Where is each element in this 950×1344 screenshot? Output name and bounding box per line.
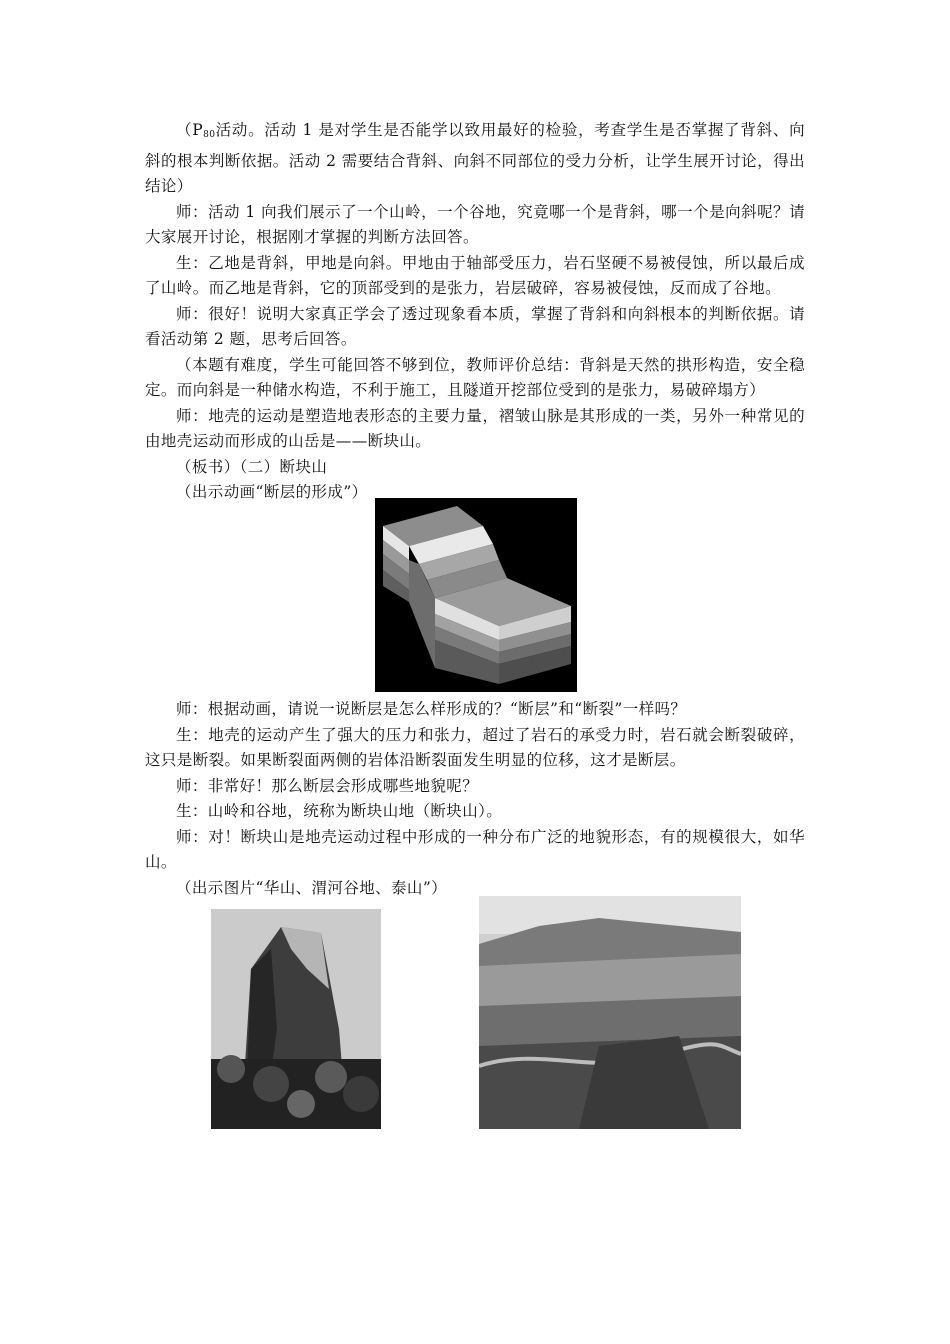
paragraph-student-landform: 生：山岭和谷地，统称为断块山地（断块山）。 bbox=[176, 802, 503, 820]
paragraph-teacher-ask-fault: 师：根据动画，请说一说断层是怎么样形成的？“断层”和“断裂”一样吗？ bbox=[176, 700, 687, 718]
paragraph-show-pictures: （出示图片“华山、渭河谷地、泰山”） bbox=[176, 878, 448, 897]
document-body bbox=[145, 118, 805, 506]
paragraph-teacher-intro: 师：地壳的运动是塑造地表形态的主要力量，褶皱山脉是其形成的一类，另外一种常见的由地壳运动而形成的山岳是——断块山。 bbox=[145, 406, 805, 450]
paragraph-activity-note: （$P_{80}$活动。活动 1 是对学生是否能学以致用最好的检验，考查学生是否掌握了背斜、向斜的根本判断依据。活动 2 需要结合背斜、向斜不同部位的受力分析，让学生展开讨论，得出结论） bbox=[145, 121, 805, 195]
paragraph-board-heading: （板书）（二）断块山 bbox=[176, 457, 328, 476]
paragraph-student-answer: 生：乙地是背斜，甲地是向斜。甲地由于轴部受压力，岩石坚硬不易被侵蚀，所以最后成了山岭。而乙地是背斜，它的顶部受到的是张力，岩层破碎，容易被侵蚀，反而成了谷地。 bbox=[145, 253, 805, 297]
paragraph-student-explain-fault: 生：地壳的运动产生了强大的压力和张力，超过了岩石的承受力时，岩石就会断裂破碎，这只是断裂。如果断裂面两侧的岩体沿断裂面发生明显的位移，这才是断层。 bbox=[145, 725, 805, 769]
paragraph-teacher-praise: 师：很好！说明大家真正学会了透过现象看本质，掌握了背斜和向斜根本的判断依据。请看活动第 2 题，思考后回答。 bbox=[145, 304, 805, 348]
huashan-photo bbox=[211, 909, 381, 1129]
paragraph-teacher-question: 师：活动 1 向我们展示了一个山岭，一个谷地，究竟哪一个是背斜，哪一个是向斜呢？请大家展开讨论，根据刚才掌握的判断方法回答。 bbox=[145, 202, 805, 246]
paragraph-show-animation: （出示动画“断层的形成”） bbox=[176, 483, 368, 501]
paragraph-teacher-huashan: 师：对！断块山是地壳运动过程中形成的一种分布广泛的地貌形态，有的规模很大，如华山。 bbox=[145, 827, 805, 871]
paragraph-teacher-ask-landform: 师：非常好！那么断层会形成哪些地貌呢？ bbox=[176, 776, 479, 795]
paragraph-difficulty-note: （本题有难度，学生可能回答不够到位，教师评价总结：背斜是天然的拱形构造，安全稳定。而向斜是一种储水构造，不利于施工，且隧道开挖部位受到的是张力，易破碎塌方） bbox=[145, 355, 805, 399]
document-body-continued bbox=[145, 697, 805, 901]
weihe-valley-photo bbox=[479, 896, 741, 1129]
fault-formation-figure bbox=[375, 498, 577, 692]
